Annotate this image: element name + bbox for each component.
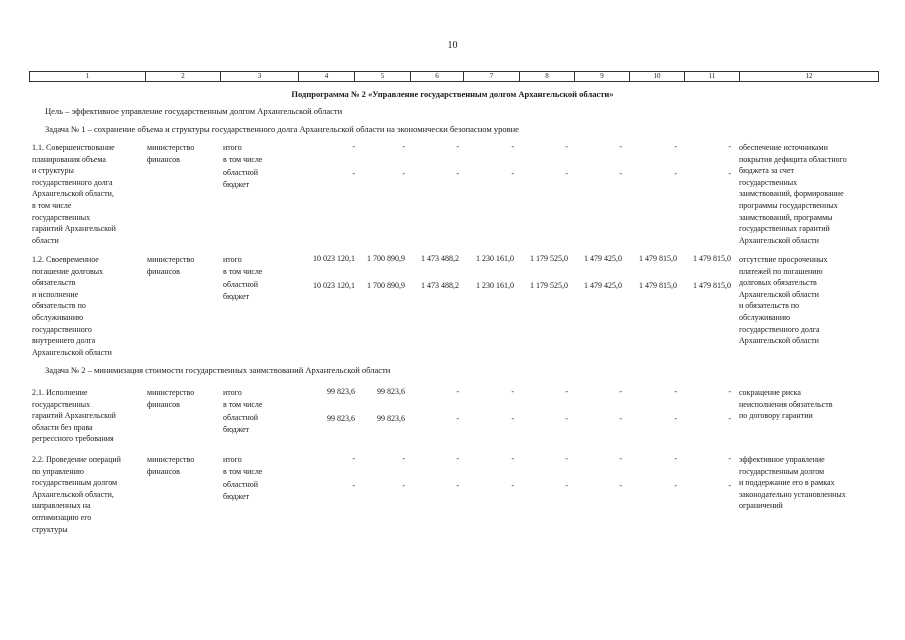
total-value-col-4: -: [352, 454, 355, 463]
total-value-col-11: -: [728, 454, 731, 463]
total-value-col-7: -: [511, 142, 514, 151]
measure-name-line: 2.1. Исполнение: [32, 388, 88, 397]
expected-result-line: бюджета за счет: [739, 166, 794, 176]
measure-name-line: Архангельской области,: [32, 189, 114, 199]
total-value-col-8: -: [565, 387, 568, 396]
measure-name-line: гарантий Архангельской: [32, 224, 116, 234]
budget-label-line: областной: [223, 280, 259, 289]
total-value-col-10: -: [674, 142, 677, 151]
including-label: в том числе: [223, 155, 263, 164]
measure-name-line: обязательств: [32, 278, 76, 288]
total-value-col-6: -: [456, 387, 459, 396]
expected-result-line: и поддержание его в рамках: [739, 478, 835, 488]
expected-result: [739, 387, 832, 422]
measure-name-line: государственных: [32, 212, 91, 222]
including-label: в том числе: [223, 267, 263, 276]
measure-name-line: внутреннего долга: [32, 336, 96, 346]
executor: [147, 142, 194, 165]
executor-line: министерство: [147, 143, 195, 152]
expected-result-line: государственного долга: [739, 324, 820, 334]
total-value-col-9: -: [619, 142, 622, 151]
including-label: в том числе: [223, 467, 263, 476]
expected-result-line: Архангельской области: [739, 336, 819, 346]
budget-value-col-6: -: [456, 414, 459, 423]
column-header-9: 9: [575, 72, 630, 81]
column-header-5: 5: [355, 72, 411, 81]
budget-value-col-8: 1 179 525,0: [530, 281, 568, 290]
measure-name: [32, 454, 121, 535]
budget-value-col-4: 99 823,6: [327, 414, 355, 423]
total-value-col-9: -: [619, 387, 622, 396]
total-value-col-10: 1 479 815,0: [639, 254, 677, 263]
expected-result-line: программы государственных: [739, 200, 838, 210]
measure-name: [32, 387, 116, 445]
total-value-col-8: 1 179 525,0: [530, 254, 568, 263]
measure-name-line: структуры: [32, 524, 68, 534]
total-value-col-5: 99 823,6: [377, 387, 405, 396]
measure-name-line: государственных: [32, 399, 91, 409]
measure-name-line: области без права: [32, 422, 93, 432]
total-value-col-8: -: [565, 454, 568, 463]
budget-value-col-5: -: [402, 481, 405, 490]
budget-value-col-8: -: [565, 481, 568, 490]
total-value-col-5: -: [402, 454, 405, 463]
executor-line: министерство: [147, 455, 195, 464]
total-value-col-11: -: [728, 387, 731, 396]
measure-name-line: государственного долга: [32, 177, 113, 187]
executor-line: финансов: [147, 154, 180, 164]
budget-label-line: областной: [223, 168, 259, 177]
goal-line: Цель – эффективное управление государственным долгом Архангельской области: [45, 106, 343, 116]
expected-result-line: и обязательств по: [739, 301, 800, 311]
column-number-header: [29, 71, 879, 82]
measure-name-line: и исполнение: [32, 289, 79, 299]
budget-value-col-6: 1 473 488,2: [421, 281, 459, 290]
executor: [147, 387, 194, 410]
expected-result-line: заимствований, программы: [739, 212, 833, 222]
total-value-col-7: -: [511, 454, 514, 463]
expected-result-line: неисполнения обязательств: [739, 399, 833, 409]
budget-value-col-7: -: [511, 169, 514, 178]
measure-name-line: гарантий Архангельской: [32, 411, 116, 421]
measure-name-line: Архангельской области: [32, 347, 112, 357]
expected-result-line: государственных: [739, 177, 798, 187]
measure-name-line: в том числе: [32, 200, 72, 210]
executor-line: финансов: [147, 399, 180, 409]
expected-result: [739, 454, 846, 512]
budget-label-line: областной: [223, 413, 259, 422]
column-header-2: 2: [146, 72, 221, 81]
expected-result-line: долговых обязательств: [739, 278, 817, 288]
measure-name: [32, 254, 112, 358]
column-header-11: 11: [685, 72, 740, 81]
measure-name-line: области: [32, 235, 59, 245]
executor-line: финансов: [147, 466, 180, 476]
expected-result: [739, 254, 828, 347]
measure-name-line: по управлению: [32, 466, 84, 476]
expected-result-line: сокращение риска: [739, 388, 801, 397]
measure-name-line: направленных на: [32, 501, 91, 511]
expected-result-line: обслуживанию: [739, 312, 791, 322]
measure-name-line: обслуживанию: [32, 312, 84, 322]
total-value-col-7: -: [511, 387, 514, 396]
total-value-col-6: 1 473 488,2: [421, 254, 459, 263]
budget-value-col-4: 10 023 120,1: [313, 281, 355, 290]
expected-result-line: Архангельской области: [739, 235, 819, 245]
total-value-col-9: 1 479 425,0: [584, 254, 622, 263]
expected-result-line: эффективное управление: [739, 455, 825, 464]
budget-label-line: бюджет: [223, 424, 250, 434]
measure-name-line: государственным долгом: [32, 478, 118, 488]
budget-label-line: бюджет: [223, 179, 250, 189]
task-2-line: Задача № 2 – минимизация стоимости государственных заимствований Архангельской области: [45, 365, 391, 375]
budget-value-col-10: -: [674, 169, 677, 178]
budget-value-col-4: -: [352, 481, 355, 490]
budget-label-line: бюджет: [223, 491, 250, 501]
subprogram-title: Подпрограмма № 2 «Управление государственным долгом Архангельской области»: [291, 89, 614, 99]
budget-value-col-11: -: [728, 481, 731, 490]
budget-label: [223, 279, 258, 302]
expected-result: [739, 142, 847, 246]
budget-value-col-5: 99 823,6: [377, 414, 405, 423]
budget-value-col-5: -: [402, 169, 405, 178]
budget-value-col-11: 1 479 815,0: [693, 281, 731, 290]
measure-name-line: 2.2. Проведение операций: [32, 455, 121, 464]
page-number: 10: [447, 40, 458, 51]
total-value-col-6: -: [456, 454, 459, 463]
budget-label-line: областной: [223, 480, 259, 489]
measure-name-line: погашение долговых: [32, 266, 104, 276]
budget-value-col-7: -: [511, 481, 514, 490]
including-label: в том числе: [223, 400, 263, 409]
expected-result-line: государственным долгом: [739, 466, 825, 476]
budget-value-col-9: -: [619, 169, 622, 178]
expected-result-line: ограничений: [739, 501, 783, 511]
budget-label-line: бюджет: [223, 291, 250, 301]
measure-name-line: оптимизацию его: [32, 512, 92, 522]
total-value-col-11: -: [728, 142, 731, 151]
budget-label: [223, 479, 258, 502]
total-value-col-6: -: [456, 142, 459, 151]
total-value-col-7: 1 230 161,0: [476, 254, 514, 263]
expected-result-line: по договору гарантии: [739, 411, 813, 421]
measure-name-line: 1.1. Совершенствование: [32, 143, 115, 152]
executor: [147, 254, 194, 277]
task-1-line: Задача № 1 – сохранение объема и структуры государственного долга Архангельской области на экономически безопасном уровне: [45, 124, 519, 134]
measure-name-line: регрессного требования: [32, 434, 114, 444]
budget-value-col-6: -: [456, 481, 459, 490]
total-value-col-10: -: [674, 454, 677, 463]
expected-result-line: обеспечение источниками: [739, 143, 828, 152]
budget-value-col-10: -: [674, 481, 677, 490]
expected-result-line: законодательно установленных: [739, 489, 846, 499]
budget-value-col-5: 1 700 890,9: [367, 281, 405, 290]
measure-name-line: Архангельской области,: [32, 489, 114, 499]
total-value-col-4: 99 823,6: [327, 387, 355, 396]
budget-value-col-10: 1 479 815,0: [639, 281, 677, 290]
expected-result-line: Архангельской области: [739, 289, 819, 299]
column-header-12: 12: [805, 72, 813, 80]
measure-name-line: 1.2. Своевременное: [32, 255, 99, 264]
expected-result-line: отсутствие просроченных: [739, 255, 828, 264]
measure-name: [32, 142, 116, 246]
measure-name-line: и структуры: [32, 166, 74, 176]
column-header-10: 10: [630, 72, 685, 81]
executor-line: министерство: [147, 255, 195, 264]
executor-line: финансов: [147, 266, 180, 276]
measure-name-line: обязательств по: [32, 301, 86, 311]
column-header-3: 3: [221, 72, 299, 81]
budget-value-col-9: -: [619, 481, 622, 490]
budget-value-col-8: -: [565, 169, 568, 178]
budget-value-col-8: -: [565, 414, 568, 423]
total-value-col-9: -: [619, 454, 622, 463]
total-value-col-4: -: [352, 142, 355, 151]
total-value-col-4: 10 023 120,1: [313, 254, 355, 263]
column-header-6: 6: [411, 72, 464, 81]
expected-result-line: платежей по погашению: [739, 266, 823, 276]
total-value-col-10: -: [674, 387, 677, 396]
total-label: итого: [223, 388, 242, 397]
budget-label: [223, 412, 258, 435]
budget-value-col-6: -: [456, 169, 459, 178]
budget-value-col-10: -: [674, 414, 677, 423]
total-label: итого: [223, 255, 242, 264]
total-value-col-11: 1 479 815,0: [693, 254, 731, 263]
column-header-7: 7: [464, 72, 520, 81]
budget-value-col-7: -: [511, 414, 514, 423]
total-value-col-8: -: [565, 142, 568, 151]
expected-result-line: заимствований, формирование: [739, 189, 844, 199]
total-value-col-5: -: [402, 142, 405, 151]
total-label: итого: [223, 143, 242, 152]
budget-value-col-9: -: [619, 414, 622, 423]
executor: [147, 454, 194, 477]
expected-result-line: государственных гарантий: [739, 224, 830, 234]
column-header-1: 1: [30, 72, 146, 81]
expected-result-line: покрытия дефицита областного: [739, 154, 847, 164]
executor-line: министерство: [147, 388, 195, 397]
budget-value-col-11: -: [728, 169, 731, 178]
column-header-4: 4: [299, 72, 355, 81]
measure-name-line: государственного: [32, 324, 92, 334]
budget-value-col-7: 1 230 161,0: [476, 281, 514, 290]
budget-value-col-9: 1 479 425,0: [584, 281, 622, 290]
budget-value-col-4: -: [352, 169, 355, 178]
column-header-8: 8: [520, 72, 575, 81]
measure-name-line: планирования объема: [32, 154, 106, 164]
budget-value-col-11: -: [728, 414, 731, 423]
budget-label: [223, 167, 258, 190]
total-value-col-5: 1 700 890,9: [367, 254, 405, 263]
total-label: итого: [223, 455, 242, 464]
